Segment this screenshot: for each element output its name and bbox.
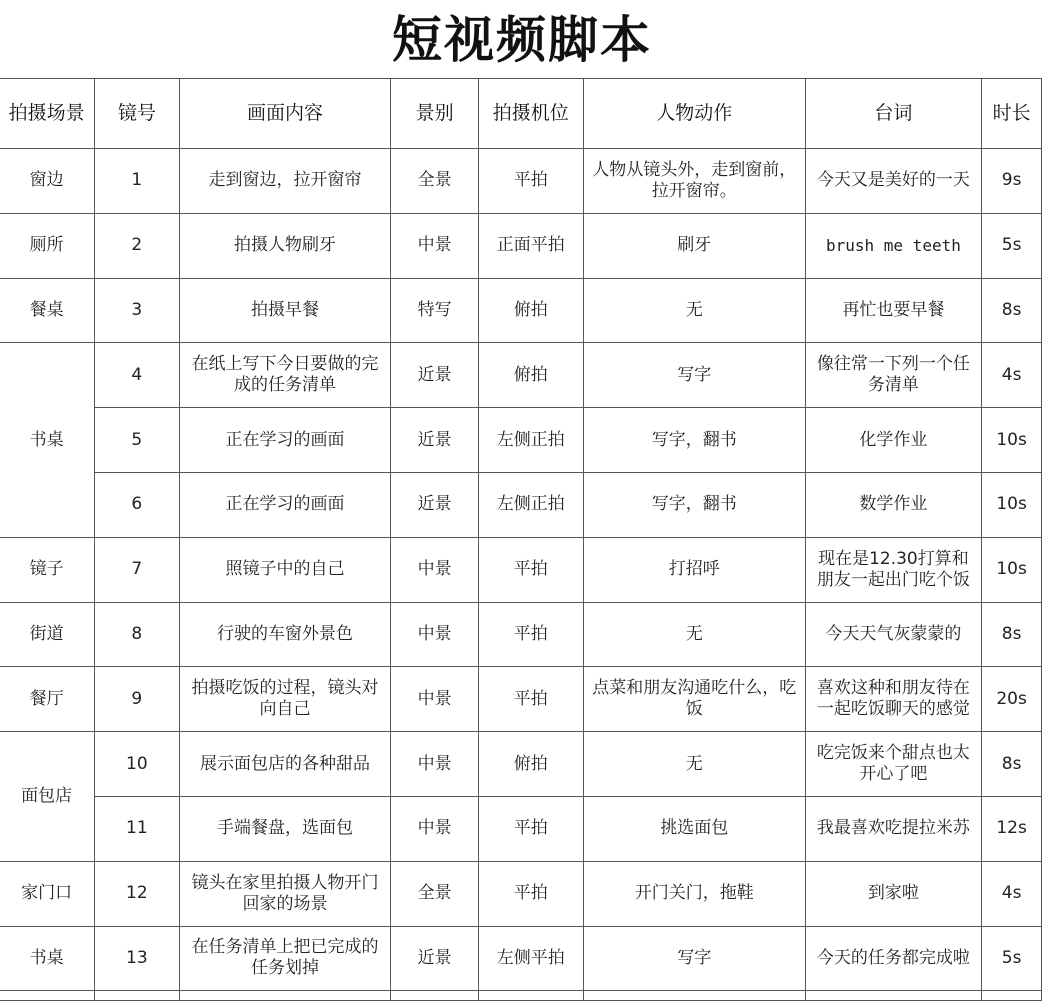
cell-camera: 平拍 bbox=[478, 861, 583, 926]
cell-content: 行驶的车窗外景色 bbox=[179, 602, 391, 667]
table-row bbox=[0, 213, 1042, 278]
cell-duration: 8s bbox=[982, 602, 1042, 667]
cell-duration: 8s bbox=[982, 278, 1042, 343]
cell-shot: 12 bbox=[95, 861, 179, 926]
cell-line: 再忙也要早餐 bbox=[805, 278, 982, 343]
cell-line: 今天的任务都完成啦 bbox=[805, 926, 982, 991]
cell-action: 写字，翻书 bbox=[583, 408, 805, 473]
table-row bbox=[0, 602, 1042, 667]
cell-content: 拍摄早餐 bbox=[179, 278, 391, 343]
table-row bbox=[0, 278, 1042, 343]
cell-action: 挑选面包 bbox=[583, 796, 805, 861]
cell-duration: 10s bbox=[982, 537, 1042, 602]
header-framing: 景别 bbox=[391, 79, 478, 149]
cell-duration: 5s bbox=[982, 926, 1042, 991]
table-row-cut-off bbox=[0, 991, 1042, 1001]
cell-duration: 8s bbox=[982, 732, 1042, 797]
cell-scene: 家门口 bbox=[0, 861, 95, 926]
header-action: 人物动作 bbox=[583, 79, 805, 149]
cell-action: 打招呼 bbox=[583, 537, 805, 602]
cell-line: 数学作业 bbox=[805, 472, 982, 537]
cell-camera: 平拍 bbox=[478, 667, 583, 732]
table-row bbox=[0, 149, 1042, 214]
cell-content: 拍摄人物刷牙 bbox=[179, 213, 391, 278]
cell-shot: 4 bbox=[95, 343, 179, 408]
cell-framing: 近景 bbox=[391, 472, 478, 537]
cell-framing: 中景 bbox=[391, 732, 478, 797]
cell-line: 喜欢这种和朋友待在一起吃饭聊天的感觉 bbox=[805, 667, 982, 732]
cell-content: 走到窗边，拉开窗帘 bbox=[179, 149, 391, 214]
cell-duration: 9s bbox=[982, 149, 1042, 214]
cell-content: 镜头在家里拍摄人物开门回家的场景 bbox=[179, 861, 391, 926]
cell-framing: 中景 bbox=[391, 213, 478, 278]
cell-camera: 左侧平拍 bbox=[478, 926, 583, 991]
cell-framing: 中景 bbox=[391, 796, 478, 861]
cell-content: 正在学习的画面 bbox=[179, 472, 391, 537]
cell-scene: 厕所 bbox=[0, 213, 95, 278]
cell-framing: 全景 bbox=[391, 149, 478, 214]
header-scene: 拍摄场景 bbox=[0, 79, 95, 149]
table-row bbox=[0, 861, 1042, 926]
cell-framing: 近景 bbox=[391, 343, 478, 408]
header-line: 台词 bbox=[805, 79, 982, 149]
table-row bbox=[0, 796, 1042, 861]
cell-camera: 左侧正拍 bbox=[478, 408, 583, 473]
cell-shot: 7 bbox=[95, 537, 179, 602]
cell-content: 正在学习的画面 bbox=[179, 408, 391, 473]
cell-shot: 9 bbox=[95, 667, 179, 732]
cell-line: 现在是12.30打算和朋友一起出门吃个饭 bbox=[805, 537, 982, 602]
cell-duration: 20s bbox=[982, 667, 1042, 732]
cell-scene: 街道 bbox=[0, 602, 95, 667]
cell-action: 写字 bbox=[583, 926, 805, 991]
cell-shot: 2 bbox=[95, 213, 179, 278]
cell-camera: 平拍 bbox=[478, 602, 583, 667]
cell-content: 手端餐盘，选面包 bbox=[179, 796, 391, 861]
cell-duration: 4s bbox=[982, 343, 1042, 408]
cell-framing: 特写 bbox=[391, 278, 478, 343]
cell-content: 在纸上写下今日要做的完成的任务清单 bbox=[179, 343, 391, 408]
cell-framing: 中景 bbox=[391, 667, 478, 732]
cell-duration: 10s bbox=[982, 408, 1042, 473]
cell-camera: 左侧正拍 bbox=[478, 472, 583, 537]
cell-framing: 近景 bbox=[391, 926, 478, 991]
table-header-row bbox=[0, 79, 1042, 149]
cell-duration: 12s bbox=[982, 796, 1042, 861]
cell-line: 今天天气灰蒙蒙的 bbox=[805, 602, 982, 667]
cell-scene: 餐厅 bbox=[0, 667, 95, 732]
cell-scene: 餐桌 bbox=[0, 278, 95, 343]
table-row bbox=[0, 408, 1042, 473]
cell-scene: 面包店 bbox=[0, 732, 95, 862]
cell-camera: 平拍 bbox=[478, 149, 583, 214]
cell-shot: 3 bbox=[95, 278, 179, 343]
table-row bbox=[0, 472, 1042, 537]
cell-camera: 俯拍 bbox=[478, 343, 583, 408]
cell-shot: 11 bbox=[95, 796, 179, 861]
cell-line: 像往常一下列一个任务清单 bbox=[805, 343, 982, 408]
cell-shot: 8 bbox=[95, 602, 179, 667]
cell-content: 展示面包店的各种甜品 bbox=[179, 732, 391, 797]
cell-shot: 6 bbox=[95, 472, 179, 537]
cell-scene: 书桌 bbox=[0, 343, 95, 537]
table-row bbox=[0, 667, 1042, 732]
cell-camera: 平拍 bbox=[478, 537, 583, 602]
table-row bbox=[0, 537, 1042, 602]
header-shot: 镜号 bbox=[95, 79, 179, 149]
cell-action: 无 bbox=[583, 602, 805, 667]
cell-framing: 近景 bbox=[391, 408, 478, 473]
cell-line: 到家啦 bbox=[805, 861, 982, 926]
cell-duration: 4s bbox=[982, 861, 1042, 926]
cell-action: 刷牙 bbox=[583, 213, 805, 278]
cell-framing: 中景 bbox=[391, 537, 478, 602]
cell-duration: 10s bbox=[982, 472, 1042, 537]
cell-line: brush me teeth bbox=[805, 213, 982, 278]
cell-camera: 俯拍 bbox=[478, 732, 583, 797]
cell-camera: 平拍 bbox=[478, 796, 583, 861]
cell-action: 点菜和朋友沟通吃什么，吃饭 bbox=[583, 667, 805, 732]
cell-action: 开门关门，拖鞋 bbox=[583, 861, 805, 926]
cell-camera: 正面平拍 bbox=[478, 213, 583, 278]
header-camera: 拍摄机位 bbox=[478, 79, 583, 149]
cell-scene: 书桌 bbox=[0, 926, 95, 991]
cell-shot: 1 bbox=[95, 149, 179, 214]
cell-line: 吃完饭来个甜点也太开心了吧 bbox=[805, 732, 982, 797]
page-title: 短视频脚本 bbox=[392, 11, 652, 69]
cell-action: 写字，翻书 bbox=[583, 472, 805, 537]
cell-shot: 13 bbox=[95, 926, 179, 991]
cell-shot: 10 bbox=[95, 732, 179, 797]
cell-camera: 俯拍 bbox=[478, 278, 583, 343]
cell-action: 人物从镜头外，走到窗前，拉开窗帘。 bbox=[583, 149, 805, 214]
cell-content: 拍摄吃饭的过程，镜头对向自己 bbox=[179, 667, 391, 732]
cell-action: 写字 bbox=[583, 343, 805, 408]
cell-shot: 5 bbox=[95, 408, 179, 473]
table-row bbox=[0, 926, 1042, 991]
cell-line: 我最喜欢吃提拉米苏 bbox=[805, 796, 982, 861]
header-content: 画面内容 bbox=[179, 79, 391, 149]
cell-line: 化学作业 bbox=[805, 408, 982, 473]
cell-action: 无 bbox=[583, 278, 805, 343]
script-table bbox=[0, 78, 1042, 1001]
cell-framing: 中景 bbox=[391, 602, 478, 667]
table-row bbox=[0, 343, 1042, 408]
cell-content: 照镜子中的自己 bbox=[179, 537, 391, 602]
cell-duration: 5s bbox=[982, 213, 1042, 278]
cell-content: 在任务清单上把已完成的任务划掉 bbox=[179, 926, 391, 991]
cell-action: 无 bbox=[583, 732, 805, 797]
cell-scene: 镜子 bbox=[0, 537, 95, 602]
cell-framing: 全景 bbox=[391, 861, 478, 926]
cell-line: 今天又是美好的一天 bbox=[805, 149, 982, 214]
cell-scene: 窗边 bbox=[0, 149, 95, 214]
table-row bbox=[0, 732, 1042, 797]
header-duration: 时长 bbox=[982, 79, 1042, 149]
